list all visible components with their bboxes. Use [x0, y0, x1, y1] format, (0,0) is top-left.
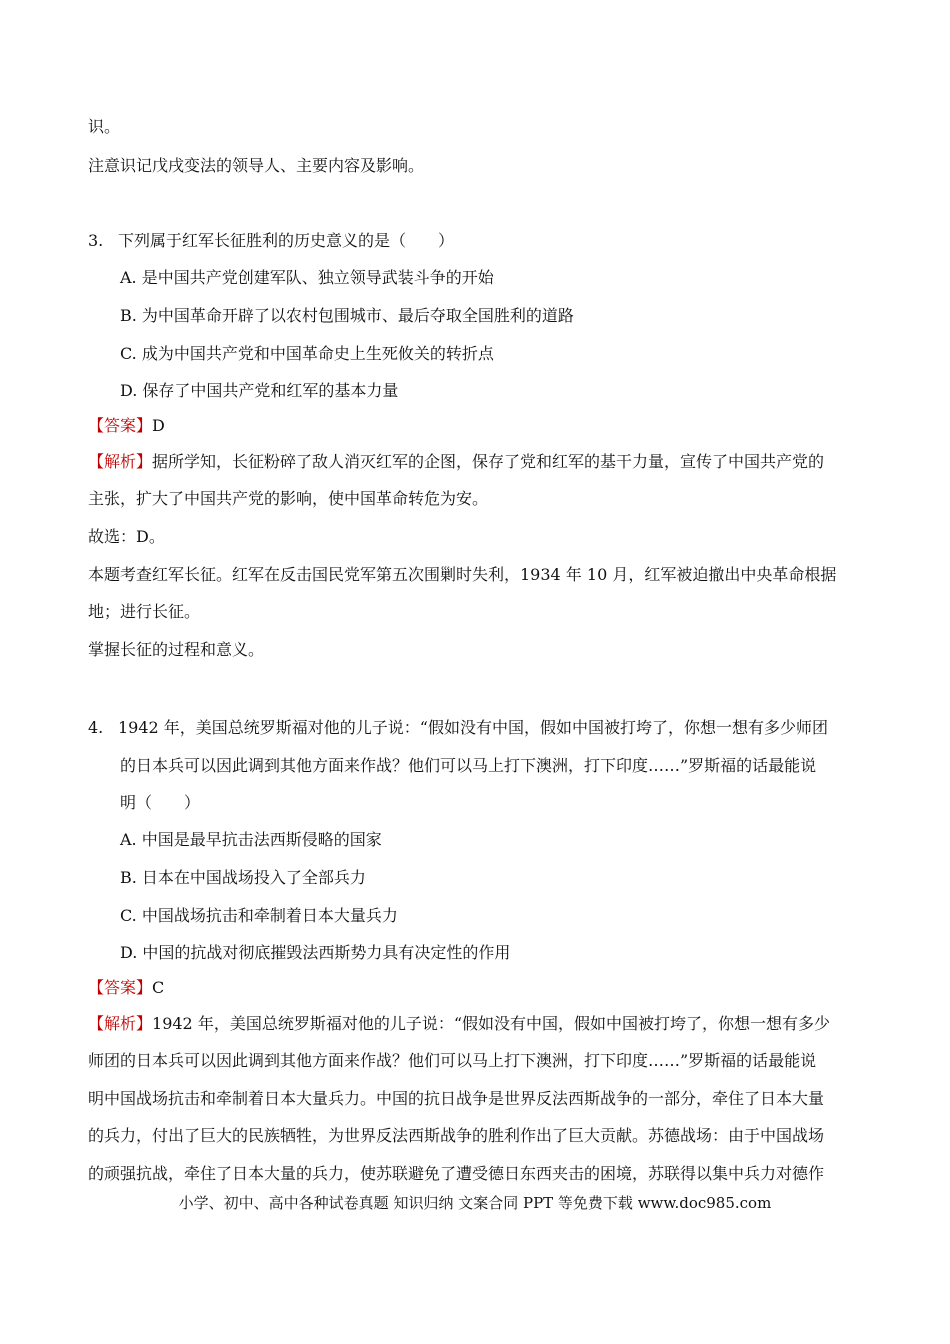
analysis-text: 1942 年，美国总统罗斯福对他的儿子说：“假如没有中国，假如中国被打垮了，你想一想有多少 [152, 1014, 831, 1033]
question-3-option-c: C. 成为中国共产党和中国革命史上生死攸关的转折点 [120, 344, 494, 363]
question-3-option-b: B. 为中国革命开辟了以农村包围城市、最后夺取全国胜利的道路 [120, 306, 574, 325]
question-4-option-d: D. 中国的抗战对彻底摧毁法西斯势力具有决定性的作用 [120, 943, 511, 962]
question-4-text: 1942 年，美国总统罗斯福对他的儿子说：“假如没有中国，假如中国被打垮了，你想一想有多少师团 [118, 718, 828, 737]
intro-line-1: 识。 [88, 117, 121, 136]
analysis-tag: 【解析】 [88, 1014, 153, 1033]
answer-tag: 【答案】 [88, 978, 153, 997]
question-3-text: 下列属于红军长征胜利的历史意义的是（ ） [118, 231, 455, 250]
question-3-note-line-1: 本题考查红军长征。红军在反击国民党军第五次围剿时失利，1934 年 10 月，红军被迫撤出中央革命根据 [88, 565, 837, 584]
question-3-analysis-line-2: 主张，扩大了中国共产党的影响，使中国革命转危为安。 [88, 489, 489, 508]
question-3-stem [88, 231, 454, 251]
question-3-tip: 掌握长征的过程和意义。 [88, 640, 265, 659]
answer-value: D [152, 416, 165, 435]
question-4-analysis-line-2: 师团的日本兵可以因此调到其他方面来作战？他们可以马上打下澳洲，打下印度……”罗斯福的话最能说 [88, 1051, 817, 1070]
question-3-option-a: A. 是中国共产党创建军队、独立领导武装斗争的开始 [120, 268, 494, 287]
answer-value: C [152, 978, 165, 997]
question-3-answer [88, 416, 165, 436]
question-4-stem-line-2: 的日本兵可以因此调到其他方面来作战？他们可以马上打下澳洲，打下印度……”罗斯福的话最能说 [120, 756, 817, 775]
question-4-analysis-line-3: 明中国战场抗击和牵制着日本大量兵力。中国的抗日战争是世界反法西斯战争的一部分，牵住了日本大量 [88, 1089, 825, 1108]
question-3-number: 3. [88, 231, 104, 250]
analysis-tag: 【解析】 [88, 452, 153, 471]
question-4-analysis-line-5: 的顽强抗战，牵住了日本大量的兵力，使苏联避免了遭受德日东西夹击的困境，苏联得以集中兵力对德作 [88, 1164, 825, 1183]
question-3-analysis-line-1 [88, 452, 824, 472]
question-4-stem-line-1 [88, 718, 828, 738]
page-footer: 小学、初中、高中各种试卷真题 知识归纳 文案合同 PPT 等免费下载 www.doc985.com [178, 1194, 772, 1212]
question-3-note-line-2: 地；进行长征。 [88, 602, 201, 621]
question-4-answer [88, 978, 164, 998]
analysis-text: 据所学知，长征粉碎了敌人消灭红军的企图，保存了党和红军的基干力量，宣传了中国共产党的 [152, 452, 825, 471]
question-3-choice: 故选：D。 [88, 527, 165, 546]
intro-line-2: 注意识记戊戌变法的领导人、主要内容及影响。 [88, 156, 425, 175]
question-4-stem-line-3: 明（ ） [120, 793, 201, 812]
answer-tag: 【答案】 [88, 416, 153, 435]
question-3-option-d: D. 保存了中国共产党和红军的基本力量 [120, 381, 399, 400]
question-4-analysis-line-4: 的兵力，付出了巨大的民族牺牲，为世界反法西斯战争的胜利作出了巨大贡献。苏德战场：由于中国战场 [88, 1126, 825, 1145]
question-4-option-b: B. 日本在中国战场投入了全部兵力 [120, 868, 366, 887]
question-4-analysis-line-1 [88, 1014, 830, 1034]
question-4-number: 4. [88, 718, 104, 737]
question-4-option-c: C. 中国战场抗击和牵制着日本大量兵力 [120, 906, 398, 925]
question-4-option-a: A. 中国是最早抗击法西斯侵略的国家 [120, 830, 382, 849]
